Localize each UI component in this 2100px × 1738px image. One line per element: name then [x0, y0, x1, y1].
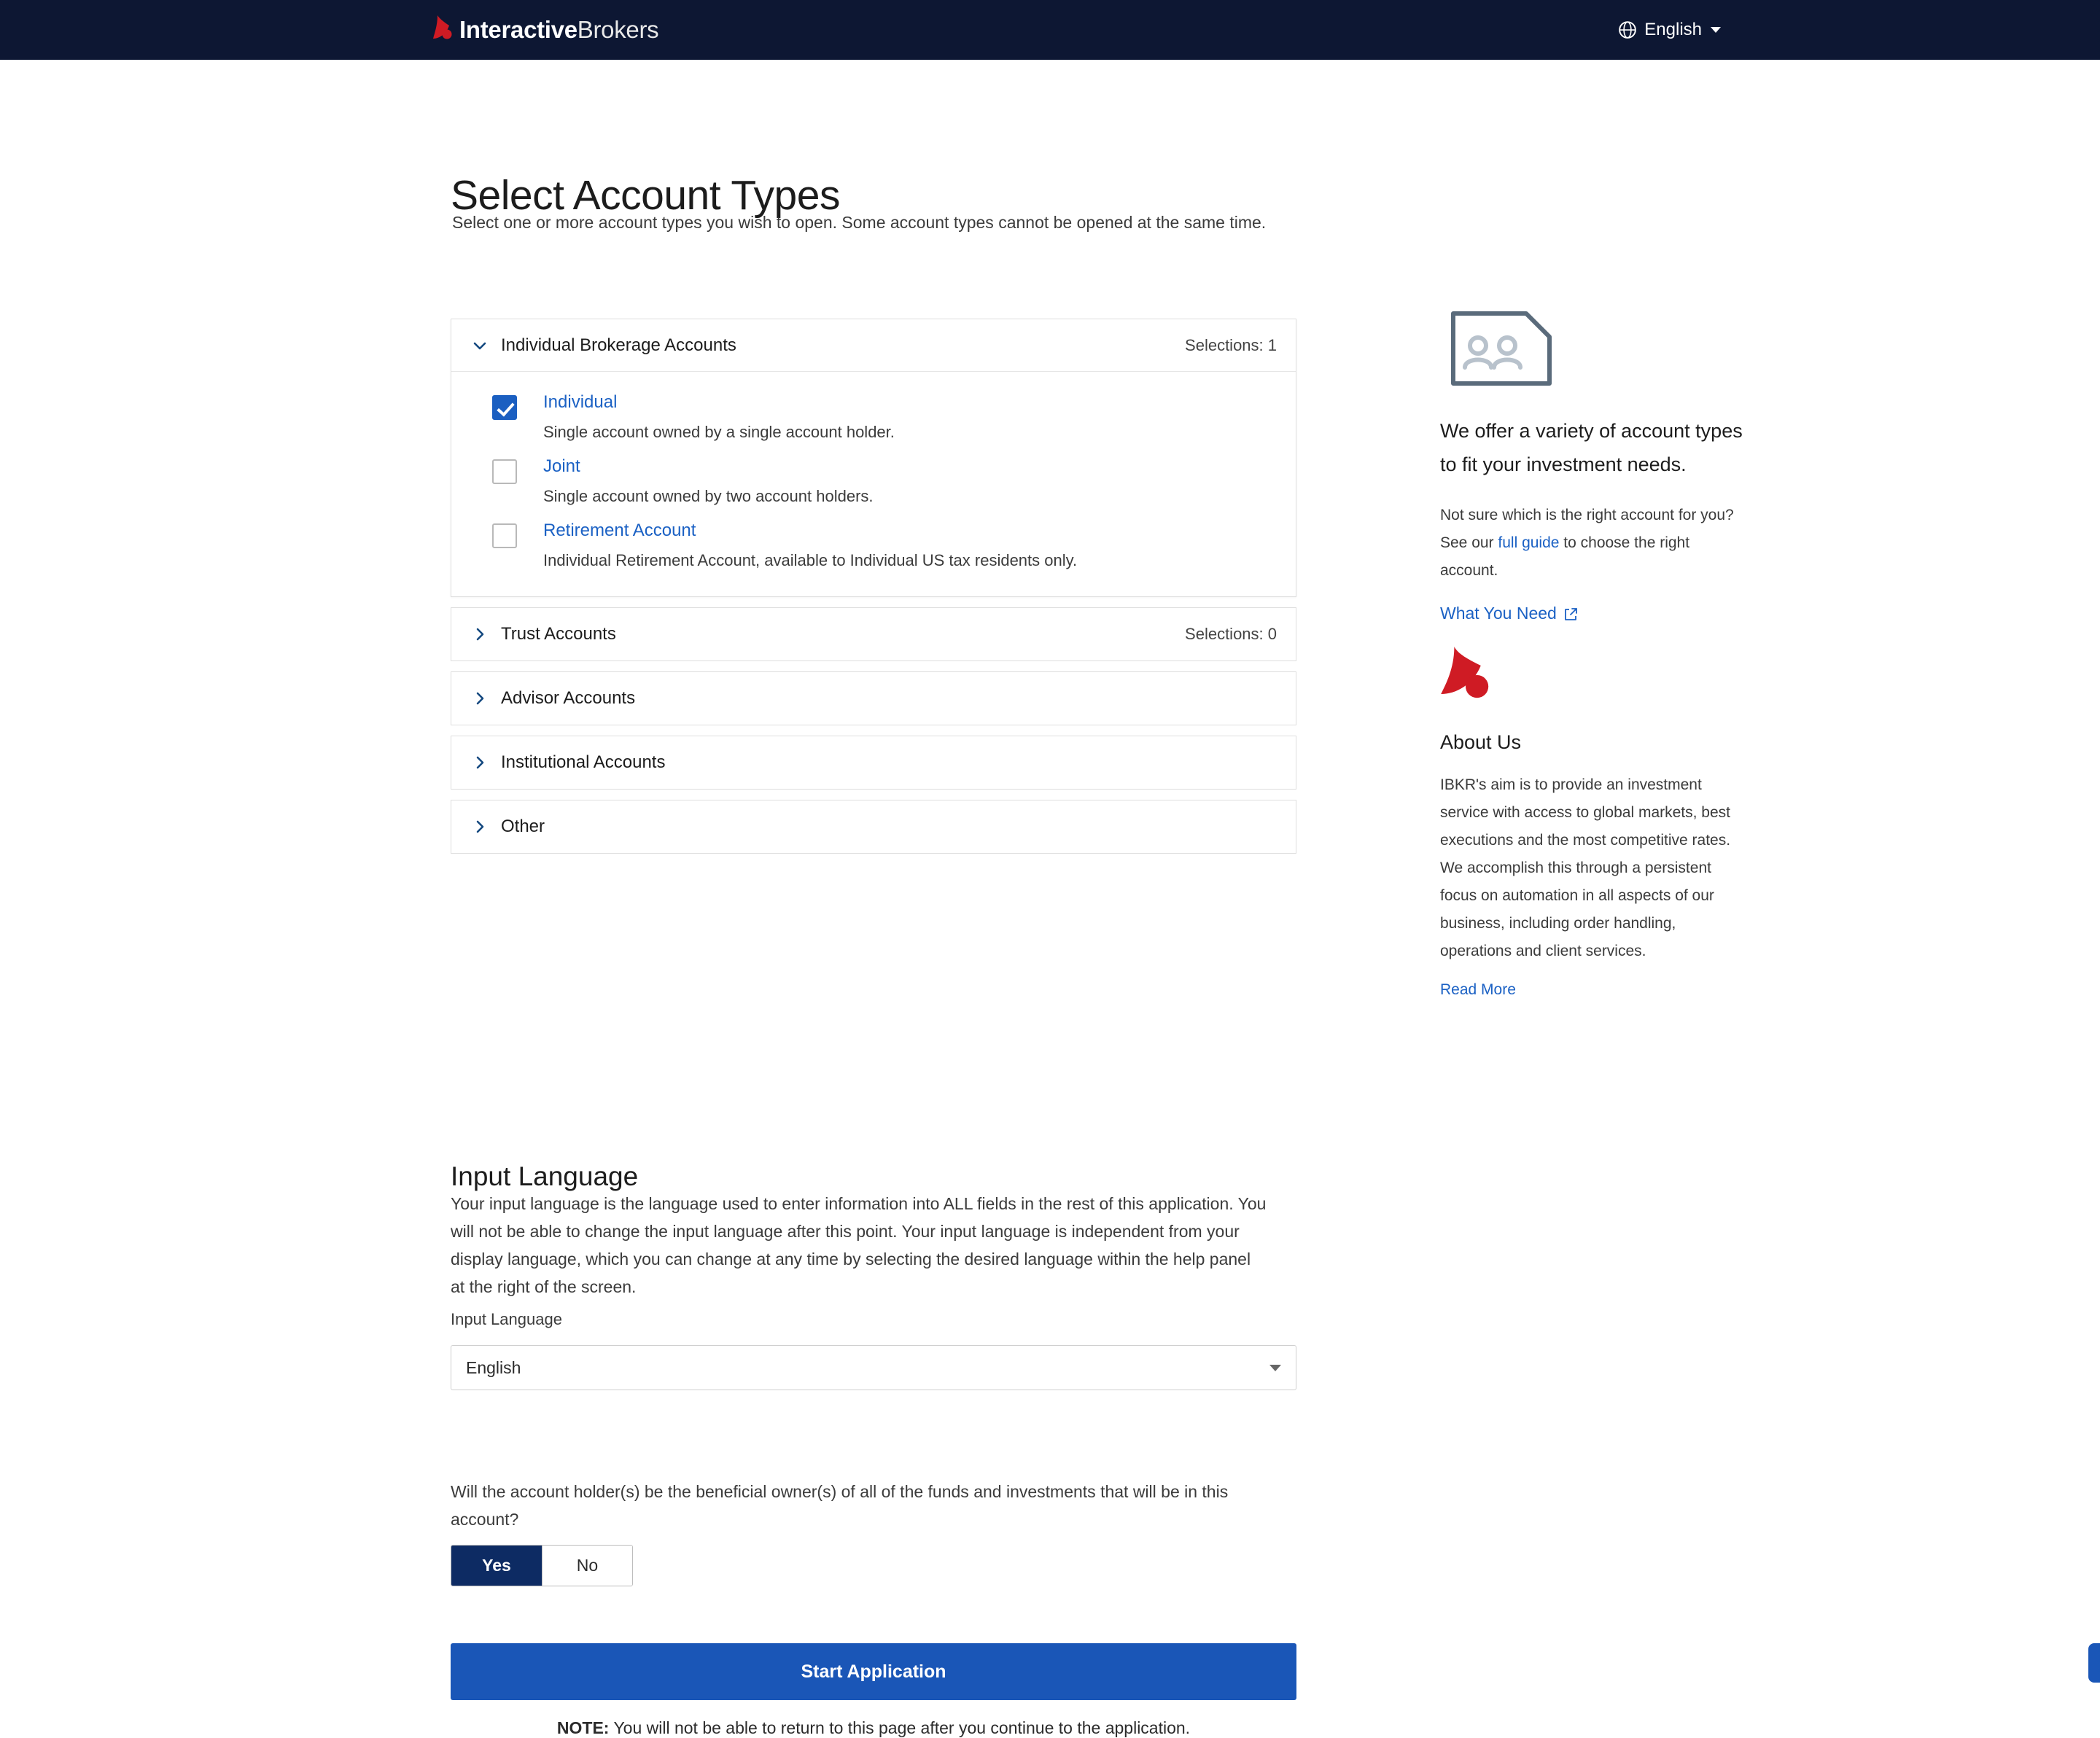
input-language-select[interactable] — [451, 1345, 1296, 1390]
accordion-title: Advisor Accounts — [501, 688, 636, 708]
account-option-text — [543, 521, 1077, 570]
accordion-selection-count: Selections: 0 — [1185, 625, 1277, 643]
footer-note-text: You will not be able to return to this page after you continue to the application. — [609, 1718, 1191, 1737]
account-option-label-individual[interactable]: Individual — [543, 392, 618, 412]
input-language-selected-value: English — [466, 1357, 521, 1377]
account-option-description-retirement: Individual Retirement Account, available to Individual US tax residents only. — [543, 551, 1078, 569]
globe-icon — [1618, 20, 1637, 39]
ibkr-logo-icon — [433, 15, 452, 44]
info-rail-paragraph-before: Not sure which is the right account for you? See our — [1440, 507, 1734, 551]
info-rail-paragraph — [1440, 502, 1746, 585]
account-option-retirement — [451, 513, 1296, 577]
account-option-text — [543, 456, 874, 506]
top-navigation-bar — [0, 0, 2100, 60]
accordion-group-trust-accounts — [451, 607, 1296, 661]
read-more-link[interactable]: Read More — [1440, 981, 1516, 998]
ibkr-logo-icon — [1440, 647, 1491, 704]
account-types-accordion — [451, 319, 1296, 864]
beneficial-owner-question: Will the account holder(s) be the beneficial owner(s) of all of the funds and investments that will be in this account? — [451, 1482, 1229, 1529]
accordion-body-individual-brokerage — [451, 372, 1296, 596]
accordion-header-institutional-accounts[interactable] — [451, 736, 1296, 789]
input-language-field-label: Input Language — [451, 1310, 562, 1328]
brand-name-bold: Interactive — [459, 16, 578, 43]
brand-name-light: Brokers — [577, 16, 659, 43]
accordion-header-trust-accounts[interactable] — [451, 608, 1296, 660]
account-types-illustration-icon — [1440, 308, 1557, 388]
accordion-header-advisor-accounts[interactable] — [451, 672, 1296, 725]
accordion-title: Trust Accounts — [501, 624, 616, 644]
beneficial-owner-yes-button[interactable]: Yes — [451, 1546, 542, 1586]
beneficial-owner-no-button[interactable]: No — [542, 1546, 632, 1586]
checkbox-individual[interactable] — [492, 395, 517, 420]
accordion-header-individual-brokerage[interactable] — [451, 319, 1296, 372]
info-rail — [1440, 308, 1746, 999]
chevron-right-icon — [470, 753, 489, 772]
footer-note — [451, 1718, 1296, 1738]
footer-note-prefix: NOTE: — [556, 1718, 610, 1737]
input-language-paragraph: Your input language is the language used to enter information into ALL fields in the rest of this application. You will not be able to change the input language after this point. Your input language is independent from your display language, which you can change at any time by selecting the desired language within the help panel at the right of the screen. — [451, 1194, 1267, 1296]
language-selector[interactable] — [1618, 20, 1721, 40]
accordion-group-advisor-accounts — [451, 671, 1296, 725]
checkbox-joint[interactable] — [492, 459, 517, 484]
what-you-need-link[interactable] — [1440, 604, 1578, 623]
accordion-title: Other — [501, 817, 545, 836]
input-language-section-title: Input Language — [451, 1161, 639, 1191]
account-option-label-joint[interactable]: Joint — [543, 456, 580, 476]
chevron-down-icon — [1269, 1365, 1281, 1371]
chevron-down-icon — [1711, 27, 1721, 33]
what-you-need-label: What You Need — [1440, 604, 1557, 623]
full-guide-link[interactable]: full guide — [1498, 534, 1560, 551]
page-title: Select Account Types — [451, 172, 840, 219]
accordion-group-individual-brokerage — [451, 319, 1296, 597]
info-rail-paragraph-after: to choose the right account. — [1440, 534, 1690, 579]
chevron-right-icon — [470, 689, 489, 708]
account-option-joint — [451, 449, 1296, 513]
beneficial-owner-toggle — [451, 1545, 633, 1586]
external-link-icon — [1563, 607, 1578, 621]
accordion-group-other — [451, 800, 1296, 854]
account-option-text — [543, 392, 895, 442]
account-option-label-retirement[interactable]: Retirement Account — [543, 521, 696, 540]
chevron-right-icon — [470, 817, 489, 836]
start-application-button[interactable]: Start Application — [451, 1643, 1296, 1700]
language-selector-label: English — [1644, 20, 1702, 39]
ibkr-logo[interactable] — [433, 15, 658, 44]
info-rail-heading: We offer a variety of account types to fit your investment needs. — [1440, 420, 1743, 475]
accordion-title: Individual Brokerage Accounts — [501, 335, 736, 355]
chevron-down-icon — [470, 336, 489, 355]
about-us-text: IBKR's aim is to provide an investment service with access to global markets, best executions and the most competitive rates. We accomplish this through a persistent focus on automation in all aspects of our business, including order handling, operations and client services. — [1440, 776, 1731, 959]
accordion-title: Institutional Accounts — [501, 752, 666, 772]
account-option-description-joint: Single account owned by two account holders. — [543, 487, 874, 505]
accordion-group-institutional-accounts — [451, 736, 1296, 790]
accordion-header-other[interactable] — [451, 800, 1296, 853]
about-us-title: About Us — [1440, 731, 1522, 753]
side-feedback-tab[interactable] — [2088, 1643, 2100, 1683]
brand-wordmark — [459, 16, 658, 44]
account-option-description-individual: Single account owned by a single account holder. — [543, 423, 895, 441]
checkbox-retirement-account[interactable] — [492, 523, 517, 548]
page-subtitle: Select one or more account types you wish to open. Some account types cannot be opened at the same time. — [452, 213, 1267, 232]
accordion-selection-count: Selections: 1 — [1185, 335, 1277, 354]
account-option-individual — [451, 385, 1296, 449]
chevron-right-icon — [470, 625, 489, 644]
